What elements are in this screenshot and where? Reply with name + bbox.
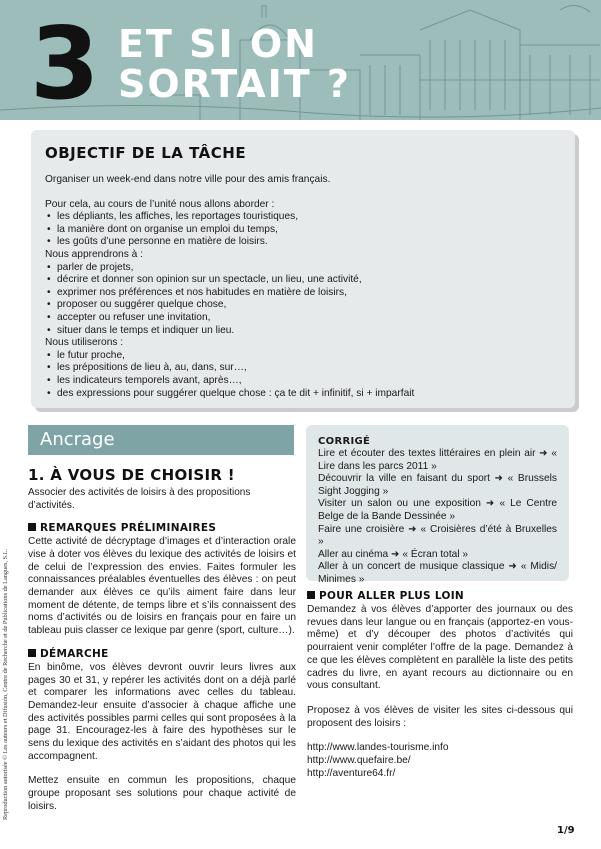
- remarques-text: Cette activité de décryptage d’images et d’interaction orale vise à doter vos élèves du lexique des activités de loisirs et de celui de l’expression des envies. Faites formuler les connaissances préalables éventuelles des élèves : on peut demander aux élèves ce qu’ils aiment faire dans leur moment de détente, de temps libre et s’ils connaissent des noms d’activités ou de loisirs en français pour en faire un tableau puis classer ce lexique par genre (sport, culture…).: [28, 536, 296, 637]
- corrige-heading: CORRIGÉ: [318, 436, 371, 447]
- header-banner: [0, 0, 601, 120]
- plus-loin-text-1: Demandez à vos élèves d’apporter des journaux ou des revues dans leur langue ou en français (apportez-en vous-même) et d’y découper des photos d’activités qui pourraient venir compléter l’offre de la page. Demandez à ce que les élèves complètent en parallèle la liste des petits cadres du livre, en ayant recours au dictionnaire ou en vous consultant.: [307, 604, 573, 692]
- chapter-title: [118, 24, 351, 104]
- link-quefaire[interactable]: http://www.quefaire.be/: [307, 755, 411, 767]
- demarche-text-2: Mettez ensuite en commun les propositions, chaque groupe proposant ses solutions pour chaque activité de loisirs.: [28, 775, 296, 812]
- list-item: • proposer ou suggérer quelque chose,: [45, 299, 561, 312]
- demarche-heading: DÉMARCHE: [28, 648, 296, 660]
- corrige-line: Aller à un concert de musique classique ➜ « Midis/ Minimes »: [318, 561, 557, 585]
- list-item: • les indicateurs temporels avant, après…,: [45, 375, 561, 388]
- list-item: • des expressions pour suggérer quelque chose : ça te dit + infinitif, si + imparfait: [45, 388, 561, 401]
- corrige-box: [306, 425, 569, 585]
- section-lead: Associer des activités de loisirs à des propositions d’activités.: [28, 487, 251, 511]
- link-aventure64[interactable]: http://aventure64.fr/: [307, 767, 396, 779]
- unit-intro: Pour cela, au cours de l’unité nous allons aborder :: [45, 198, 275, 210]
- corrige-line: Faire une croisière ➜ « Croisières d’été à Bruxelles »: [318, 523, 557, 548]
- list-item: • situer dans le temps et indiquer un lieu.: [45, 325, 561, 338]
- plus-loin-text-2: Proposez à vos élèves de visiter les sites ci-dessous qui proposent des loisirs :: [307, 704, 573, 729]
- list-item: • les prépositions de lieu à, au, dans, sur…,: [45, 362, 561, 375]
- list-item: • la manière dont on organise un emploi du temps,: [45, 224, 561, 237]
- list-item: • les goûts d’une personne en matière de loisirs.: [45, 236, 561, 249]
- use-list: [45, 350, 561, 400]
- list-item: • le futur proche,: [45, 350, 561, 363]
- page-number: 1/9: [557, 825, 575, 836]
- plus-loin-heading: POUR ALLER PLUS LOIN: [307, 590, 573, 602]
- square-bullet-icon: [307, 591, 315, 599]
- chapter-title-line-1: ET SI ON: [118, 22, 318, 66]
- square-bullet-icon: [28, 523, 36, 531]
- use-intro: Nous utiliserons :: [45, 337, 124, 349]
- objective-intro: Organiser un week-end dans notre ville pour des amis français.: [45, 174, 331, 185]
- demarche-text-1: En binôme, vos élèves devront ouvrir leurs livres aux pages 30 et 31, y repérer les activités dont on a déjà parlé et comparer les informations avec celles du tableau. Demandez-leur ensuite d’associer à chaque affiche une des activités possibles parmi celles qui sont proposées à la page 31. Encouragez-les à faire des hypothèses sur le sens du lexique des activités en s’aidant des photos qui les accompagnent.: [28, 661, 296, 762]
- learn-intro: Nous apprendrons à :: [45, 248, 143, 260]
- list-item: • exprimer nos préférences et nos habitudes en matière de loisirs,: [45, 287, 561, 300]
- section-title: 1. À VOUS DE CHOISIR !: [28, 466, 235, 484]
- corrige-line: Visiter un salon ou une exposition ➜ « Le Centre Belge de la Bande Dessinée »: [318, 498, 557, 522]
- right-column: [307, 590, 573, 780]
- learn-list: [45, 262, 561, 338]
- remarques-heading: REMARQUES PRÉLIMINAIRES: [28, 522, 296, 534]
- corrige-line: Découvrir la ville en faisant du sport ➜ « Brussels Sight Jogging »: [318, 473, 557, 497]
- left-column: [28, 466, 296, 814]
- chapter-number: 3: [30, 5, 98, 120]
- topics-list: [45, 211, 561, 249]
- corrige-line: Lire et écouter des textes littéraires en plein air ➜ « Lire dans les parcs 2011 »: [318, 448, 557, 472]
- objective-heading: OBJECTIF DE LA TÂCHE: [45, 144, 247, 162]
- list-item: • parler de projets,: [45, 262, 561, 275]
- ancrage-bar: Ancrage: [28, 425, 294, 455]
- square-bullet-icon: [28, 649, 36, 657]
- copyright-credit: Reproduction autorisée © Les auteurs et Difusión, Centre de Recherche et de Publications de Langues, S.L.: [2, 548, 9, 820]
- chapter-title-line-2: SORTAIT ?: [118, 62, 351, 106]
- list-item: • décrire et donner son opinion sur un spectacle, un lieu, une activité,: [45, 274, 561, 287]
- list-item: • accepter ou refuser une invitation,: [45, 312, 561, 325]
- link-landes[interactable]: http://www.landes-tourisme.info: [307, 742, 449, 754]
- list-item: • les dépliants, les affiches, les reportages touristiques,: [45, 211, 561, 224]
- corrige-line: Aller au cinéma ➜ « Écran total »: [318, 548, 469, 560]
- objective-box: [31, 130, 575, 408]
